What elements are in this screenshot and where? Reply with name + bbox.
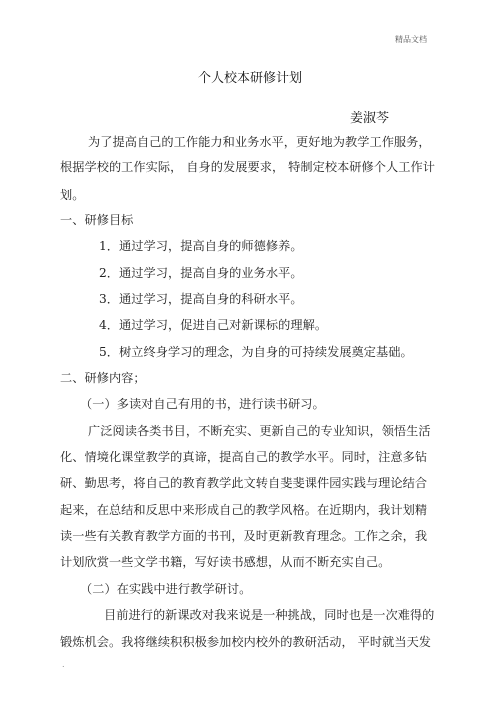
document-title: 个人校本研修计划 bbox=[198, 71, 303, 86]
section-2-heading: 二、研修内容； bbox=[60, 371, 146, 385]
footer-mark: . bbox=[62, 660, 65, 669]
reading-para-line-1: 广泛阅读各类书目，不断充实、更新自己的专业知识，领悟生活 bbox=[88, 424, 431, 438]
reading-para-line-2: 化、情境化课堂教学的真谛，提高自己的教学水平。同时，注意多钻 bbox=[60, 450, 428, 464]
section-1-heading: 一、研修目标 bbox=[60, 213, 134, 227]
goal-item-1: 1．通过学习，提高自身的师德修养。 bbox=[99, 239, 303, 253]
intro-line-3: 划。 bbox=[60, 188, 85, 202]
reading-para-line-5: 读一些有关教育教学方面的书刊，及时更新教育理念。工作之余，我 bbox=[60, 529, 428, 543]
practice-para-line-2: 锻炼机会。我将继续积积极参加校内校外的教研活动， 平时就当天发 bbox=[60, 635, 432, 649]
subsection-2-heading: （二）在实践中进行教学研讨。 bbox=[80, 582, 252, 596]
goal-item-4: 4．通过学习，促进自己对新课标的理解。 bbox=[99, 318, 328, 332]
author-name: 姜淑芩 bbox=[350, 111, 390, 126]
subsection-1-heading: （一）多读对自己有用的书，进行读书研习。 bbox=[80, 397, 325, 411]
practice-para-line-1: 目前进行的新课改对我来说是一种挑战，同时也是一次难得的 bbox=[104, 608, 435, 622]
reading-para-line-6: 计划欣赏一些文学书籍，写好读书感想，从而不断充实自己。 bbox=[60, 555, 391, 569]
page-header-label: 精品文档 bbox=[395, 35, 427, 44]
reading-para-line-4: 起来，在总结和反思中来形成自己的教学风格。在近期内，我计划精 bbox=[60, 503, 428, 517]
reading-para-line-3: 研、勤思考，将自己的教育教学此文转自斐斐课件园实践与理论结合 bbox=[60, 476, 428, 490]
goal-item-5: 5．树立终身学习的理念，为自身的可持续发展奠定基础。 bbox=[99, 345, 413, 359]
intro-line-1: 为了提高自己的工作能力和业务水平，更好地为教学工作服务， bbox=[88, 135, 431, 149]
intro-line-2: 根据学校的工作实际， 自身的发展要求， 特制定校本研修个人工作计 bbox=[60, 160, 435, 174]
goal-item-3: 3．通过学习，提高自身的科研水平。 bbox=[99, 292, 303, 306]
goal-item-2: 2．通过学习，提高自身的业务水平。 bbox=[99, 266, 303, 280]
